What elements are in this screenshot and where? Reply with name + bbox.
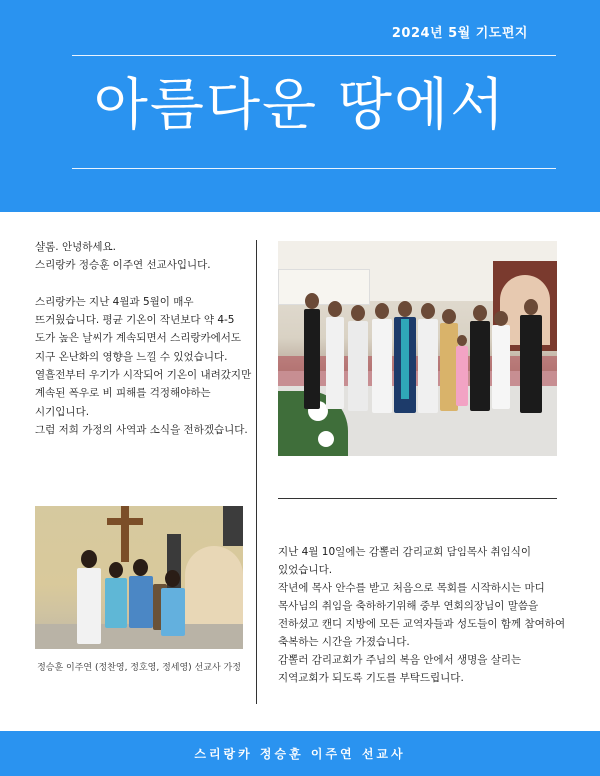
column-divider xyxy=(256,240,257,704)
header-banner xyxy=(0,0,600,212)
header-top-rule xyxy=(72,55,556,56)
family-photo-caption: 정승훈 이주연 (정찬영, 정호영, 정세영) 선교사 가정 xyxy=(37,663,241,673)
section-divider xyxy=(278,498,557,499)
issue-date: 2024년 5월 기도편지 xyxy=(391,26,528,41)
church-ceremony-photo xyxy=(278,241,557,456)
newsletter-title: 아름다운 땅에서 xyxy=(93,73,507,138)
family-photo xyxy=(35,506,243,649)
intro-text: 샬롬. 안녕하세요. 스리랑카 정승훈 이주연 선교사입니다. 스리랑카는 지난 4월과 5월이 매우 뜨거웠습니다. 평균 기온이 작년보다 약 4-5 도가 높은 날씨가 계속되면서 스리랑카에서도 지구 온난화의 영향을 느낄 수 있었습니다. 열흘전부터 우기가 시작되어 기온이 내려갔지만 계속된 폭우로 비 피해를 걱정해야하는 시기입니다. 그럼 저희 가정의 사역과 소식을 전하겠습니다. xyxy=(35,241,252,436)
church-news-text: 지난 4월 10일에는 감뽈러 감리교회 담임목사 취임식이 있었습니다. 작년에 목사 안수를 받고 처음으로 목회를 시작하시는 마디 목사님의 취임을 축하하기위해 중부 연회의장님이 말씀을 전하셨고 캔디 지방에 모든 교역자들과 성도들이 함께 참여하여 축복하는 시간을 가졌습니다. 감뽈러 감리교회가 주님의 복음 안에서 생명을 살리는 지역교회가 되도록 기도를 부탁드립니다. xyxy=(278,546,566,684)
footer-banner xyxy=(0,731,600,776)
header-bottom-rule xyxy=(72,168,556,169)
footer-signature: 스리랑카 정승훈 이주연 선교사 xyxy=(194,747,406,761)
